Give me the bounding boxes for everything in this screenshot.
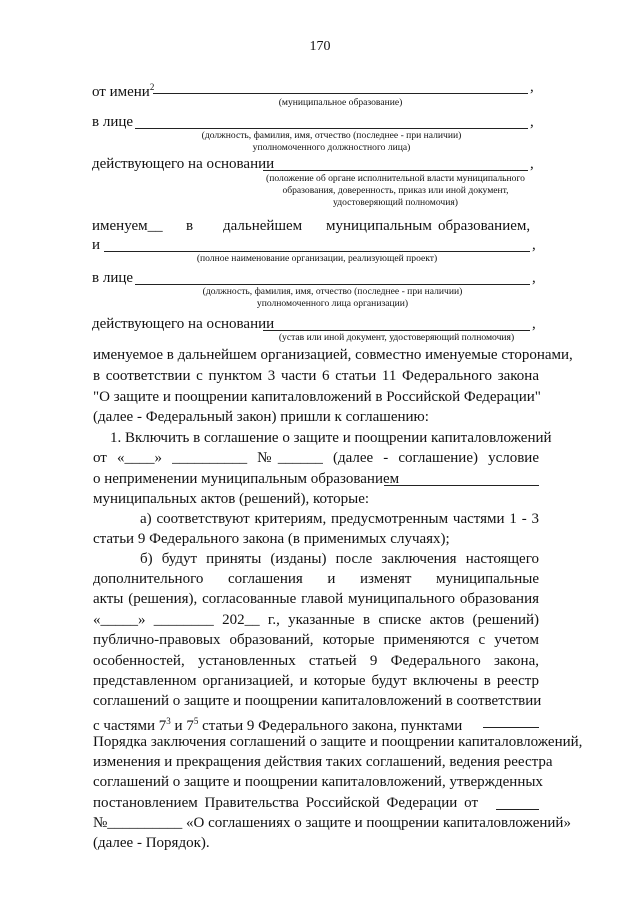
item-1-line: 1. Включить в соглашение о защите и поощрении капиталовложений	[110, 430, 552, 446]
acting-basis-label: действующего на основании	[92, 156, 275, 172]
organization-caption: (полное наименование организации, реализующей проект)	[196, 253, 438, 264]
footnote-ref: 2	[149, 82, 155, 92]
named-word-3: дальнейшем	[223, 218, 303, 234]
body-line: (далее - Федеральный закон) пришли к соглашению:	[93, 409, 429, 425]
org-official-caption-1: (должность, фамилия, имя, отчество (последнее - при наличии)	[202, 286, 463, 297]
resolution-number-line: №__________ «О соглашениях о защите и поощрении капиталовложений»	[93, 815, 571, 831]
municipality-caption: (муниципальное образование)	[278, 97, 403, 108]
item-a-line: статьи 9 Федерального закона (в применимых случаях);	[93, 531, 450, 547]
item-a-line: а) соответствуют критериям, предусмотренным частями 1 - 3	[140, 511, 539, 527]
item-b-line: публично-правовых образований, которые применяются с учетом	[93, 632, 539, 648]
tail-line: Порядка заключения соглашений о защите и поощрении капиталовложений,	[93, 734, 583, 750]
final-line: (далее - Порядок).	[93, 835, 210, 851]
municipality-name-field[interactable]	[384, 485, 539, 486]
on-behalf-label: от имени$^2$	[92, 82, 155, 100]
item-b-line: соглашений о защите и поощрении капиталовложений в соответствии	[93, 693, 542, 709]
org-acting-basis-label: действующего на основании	[92, 316, 275, 332]
item-b-line: акты (решения), согласованные главой муниципального образования	[93, 591, 539, 607]
comma: ,	[532, 270, 536, 286]
official-field[interactable]	[135, 128, 528, 129]
parts-line: с частями $7^3$ и $7^5$ статьи 9 Федерального закона, пунктами	[93, 716, 463, 734]
org-represented-by-label: в лице	[92, 270, 134, 286]
item-1-line: муниципальных актов (решений), которые:	[93, 491, 370, 507]
comma: ,	[532, 316, 536, 332]
municipality-field[interactable]	[153, 93, 528, 94]
org-acting-basis-field[interactable]	[263, 330, 530, 331]
official-caption-2: уполномоченного должностного лица)	[252, 142, 411, 153]
acting-basis-caption-2: образования, доверенность, приказ или иной документ,	[282, 185, 509, 196]
acting-basis-field[interactable]	[263, 170, 528, 171]
named-word-5: образованием,	[438, 218, 531, 234]
body-line: в соответствии с пунктом 3 части 6 статьи 11 Федерального закона	[93, 368, 539, 384]
org-official-caption-2: уполномоченного лица организации)	[256, 298, 409, 309]
comma: ,	[530, 156, 534, 172]
acting-basis-caption-3: удостоверяющий полномочия)	[333, 197, 458, 208]
and-label: и	[92, 237, 101, 253]
named-word-2: в	[186, 218, 194, 234]
page-number: 170	[309, 39, 331, 54]
represented-by-label: в лице	[92, 114, 134, 130]
tail-line: постановлением Правительства Российской Федерации от	[93, 795, 478, 811]
item-b-line: представленном организацией, и которые будут включены в реестр	[93, 673, 539, 689]
resolution-date-field[interactable]	[496, 809, 539, 810]
item-b-line: б) будут приняты (изданы) после заключения настоящего	[140, 551, 539, 567]
comma: ,	[532, 237, 536, 253]
body-line: именуемое в дальнейшем организацией, совместно именуемые сторонами,	[93, 347, 573, 363]
body-line: "О защите и поощрении капиталовложений в Российской Федерации"	[93, 389, 541, 405]
item-b-line: «_____» ________ 202__ г., указанные в списке актов (решений)	[93, 612, 539, 628]
org-official-field[interactable]	[135, 284, 530, 285]
item-b-line: особенностей, установленных статьей 9 Федерального закона,	[93, 653, 539, 669]
tail-line: соглашений о защите и поощрении капиталовложений, утвержденных	[93, 774, 543, 790]
acting-basis-caption-1: (положение об органе исполнительной власти муниципального	[266, 173, 525, 184]
organization-field[interactable]	[104, 251, 530, 252]
comma: ,	[530, 114, 534, 130]
item-1-line: от «____» __________ №______ (далее - соглашение) условие	[93, 450, 539, 466]
item-1-line: о неприменении муниципальным образованием	[93, 471, 400, 487]
points-field[interactable]	[483, 727, 539, 728]
item-b-line: дополнительного соглашения и изменят муниципальные	[93, 571, 539, 587]
org-acting-basis-caption: (устав или иной документ, удостоверяющий полномочия)	[278, 332, 515, 343]
named-word-4: муниципальным	[326, 218, 432, 234]
named-word-1: именуем__	[92, 218, 163, 234]
official-caption-1: (должность, фамилия, имя, отчество (последнее - при наличии)	[201, 130, 462, 141]
tail-line: изменения и прекращения действия таких соглашений, ведения реестра	[93, 754, 553, 770]
comma: ,	[530, 79, 534, 95]
